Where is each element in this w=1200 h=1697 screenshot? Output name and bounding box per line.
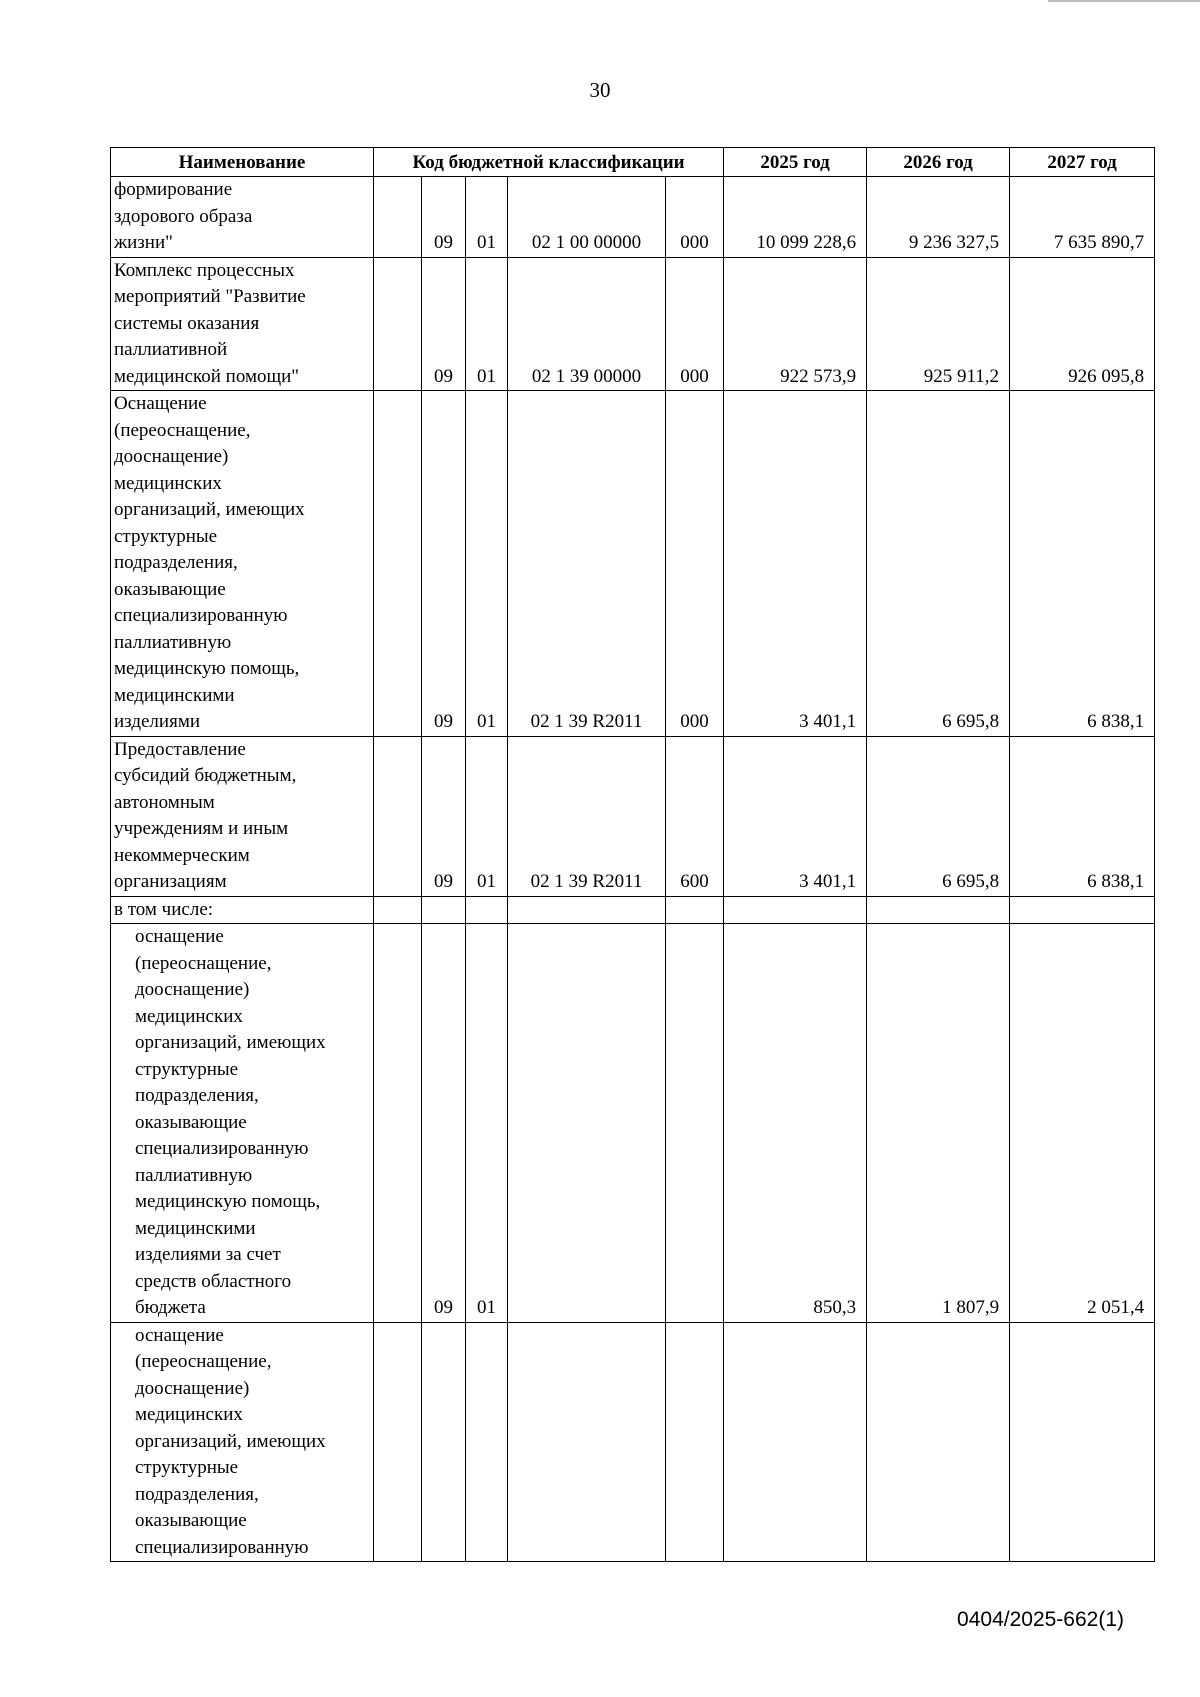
cell-expense-type xyxy=(666,896,724,924)
header-2025: 2025 год xyxy=(724,148,867,177)
cell-expense-type: 600 xyxy=(666,736,724,896)
cell-2027: 6 838,1 xyxy=(1010,391,1155,737)
cell-expense-type xyxy=(666,1322,724,1562)
cell-podrazdel: 01 xyxy=(466,391,508,737)
cell-2027: 926 095,8 xyxy=(1010,257,1155,391)
table-row xyxy=(111,391,1155,737)
cell-name: формирование здорового образа жизни" xyxy=(111,177,374,258)
cell-2025: 3 401,1 xyxy=(724,391,867,737)
cell-name: в том числе: xyxy=(111,896,374,924)
cell-2026: 6 695,8 xyxy=(867,736,1010,896)
cell-target-article xyxy=(508,896,666,924)
table-row xyxy=(111,177,1155,258)
table-body xyxy=(111,177,1155,1562)
cell-podrazdel xyxy=(466,1322,508,1562)
cell-razdel: 09 xyxy=(422,736,466,896)
cell-name: Комплекс процессных мероприятий "Развитие системы оказания паллиативной медицинской помощи" xyxy=(111,257,374,391)
cell-razdel xyxy=(422,896,466,924)
cell-razdel: 09 xyxy=(422,257,466,391)
cell-glava xyxy=(374,257,422,391)
cell-target-article xyxy=(508,1322,666,1562)
cell-name: Оснащение (переоснащение, дооснащение) медицинских организаций, имеющих структурные подразделения, оказывающие специализированную паллиативную медицинскую помощь, медицинскими изделиями xyxy=(111,391,374,737)
cell-name: оснащение (переоснащение, дооснащение) медицинских организаций, имеющих структурные подразделения, оказывающие специализированную паллиативную медицинскую помощь, медицинскими изделиями за счет средств областного бюджета xyxy=(111,924,374,1323)
budget-table xyxy=(110,147,1155,1562)
cell-2027: 7 635 890,7 xyxy=(1010,177,1155,258)
header-code: Код бюджетной классификации xyxy=(374,148,724,177)
header-2026: 2026 год xyxy=(867,148,1010,177)
cell-target-article: 02 1 39 R2011 xyxy=(508,736,666,896)
header-name: Наименование xyxy=(111,148,374,177)
cell-expense-type: 000 xyxy=(666,177,724,258)
cell-expense-type: 000 xyxy=(666,257,724,391)
cell-2027: 6 838,1 xyxy=(1010,736,1155,896)
table-row xyxy=(111,896,1155,924)
cell-2025: 922 573,9 xyxy=(724,257,867,391)
cell-2026: 1 807,9 xyxy=(867,924,1010,1323)
cell-razdel: 09 xyxy=(422,391,466,737)
header-2027: 2027 год xyxy=(1010,148,1155,177)
top-edge-rule xyxy=(1048,0,1200,2)
cell-podrazdel: 01 xyxy=(466,924,508,1323)
cell-2025: 10 099 228,6 xyxy=(724,177,867,258)
cell-name: оснащение (переоснащение, дооснащение) медицинских организаций, имеющих структурные подразделения, оказывающие специализированную xyxy=(111,1322,374,1562)
cell-podrazdel: 01 xyxy=(466,736,508,896)
cell-2025: 850,3 xyxy=(724,924,867,1323)
cell-2026: 9 236 327,5 xyxy=(867,177,1010,258)
cell-name: Предоставление субсидий бюджетным, автономным учреждениям и иным некоммерческим организациям xyxy=(111,736,374,896)
table-row xyxy=(111,257,1155,391)
cell-2027 xyxy=(1010,1322,1155,1562)
cell-2026 xyxy=(867,1322,1010,1562)
cell-2026 xyxy=(867,896,1010,924)
cell-target-article: 02 1 39 R2011 xyxy=(508,391,666,737)
cell-target-article: 02 1 00 00000 xyxy=(508,177,666,258)
cell-target-article: 02 1 39 00000 xyxy=(508,257,666,391)
cell-2026: 6 695,8 xyxy=(867,391,1010,737)
cell-2026: 925 911,2 xyxy=(867,257,1010,391)
cell-podrazdel: 01 xyxy=(466,257,508,391)
cell-expense-type xyxy=(666,924,724,1323)
cell-razdel: 09 xyxy=(422,924,466,1323)
cell-razdel xyxy=(422,1322,466,1562)
table-row xyxy=(111,924,1155,1323)
cell-razdel: 09 xyxy=(422,177,466,258)
cell-glava xyxy=(374,924,422,1323)
cell-2027: 2 051,4 xyxy=(1010,924,1155,1323)
cell-2025: 3 401,1 xyxy=(724,736,867,896)
document-code: 0404/2025-662(1) xyxy=(957,1608,1124,1631)
cell-2025 xyxy=(724,896,867,924)
header-row xyxy=(111,148,1155,177)
cell-glava xyxy=(374,1322,422,1562)
cell-podrazdel: 01 xyxy=(466,177,508,258)
cell-glava xyxy=(374,391,422,737)
cell-2027 xyxy=(1010,896,1155,924)
cell-podrazdel xyxy=(466,896,508,924)
cell-glava xyxy=(374,896,422,924)
cell-glava xyxy=(374,736,422,896)
cell-expense-type: 000 xyxy=(666,391,724,737)
cell-target-article xyxy=(508,924,666,1323)
table-row xyxy=(111,1322,1155,1562)
table-row xyxy=(111,736,1155,896)
cell-glava xyxy=(374,177,422,258)
page-number: 30 xyxy=(589,78,611,102)
cell-2025 xyxy=(724,1322,867,1562)
